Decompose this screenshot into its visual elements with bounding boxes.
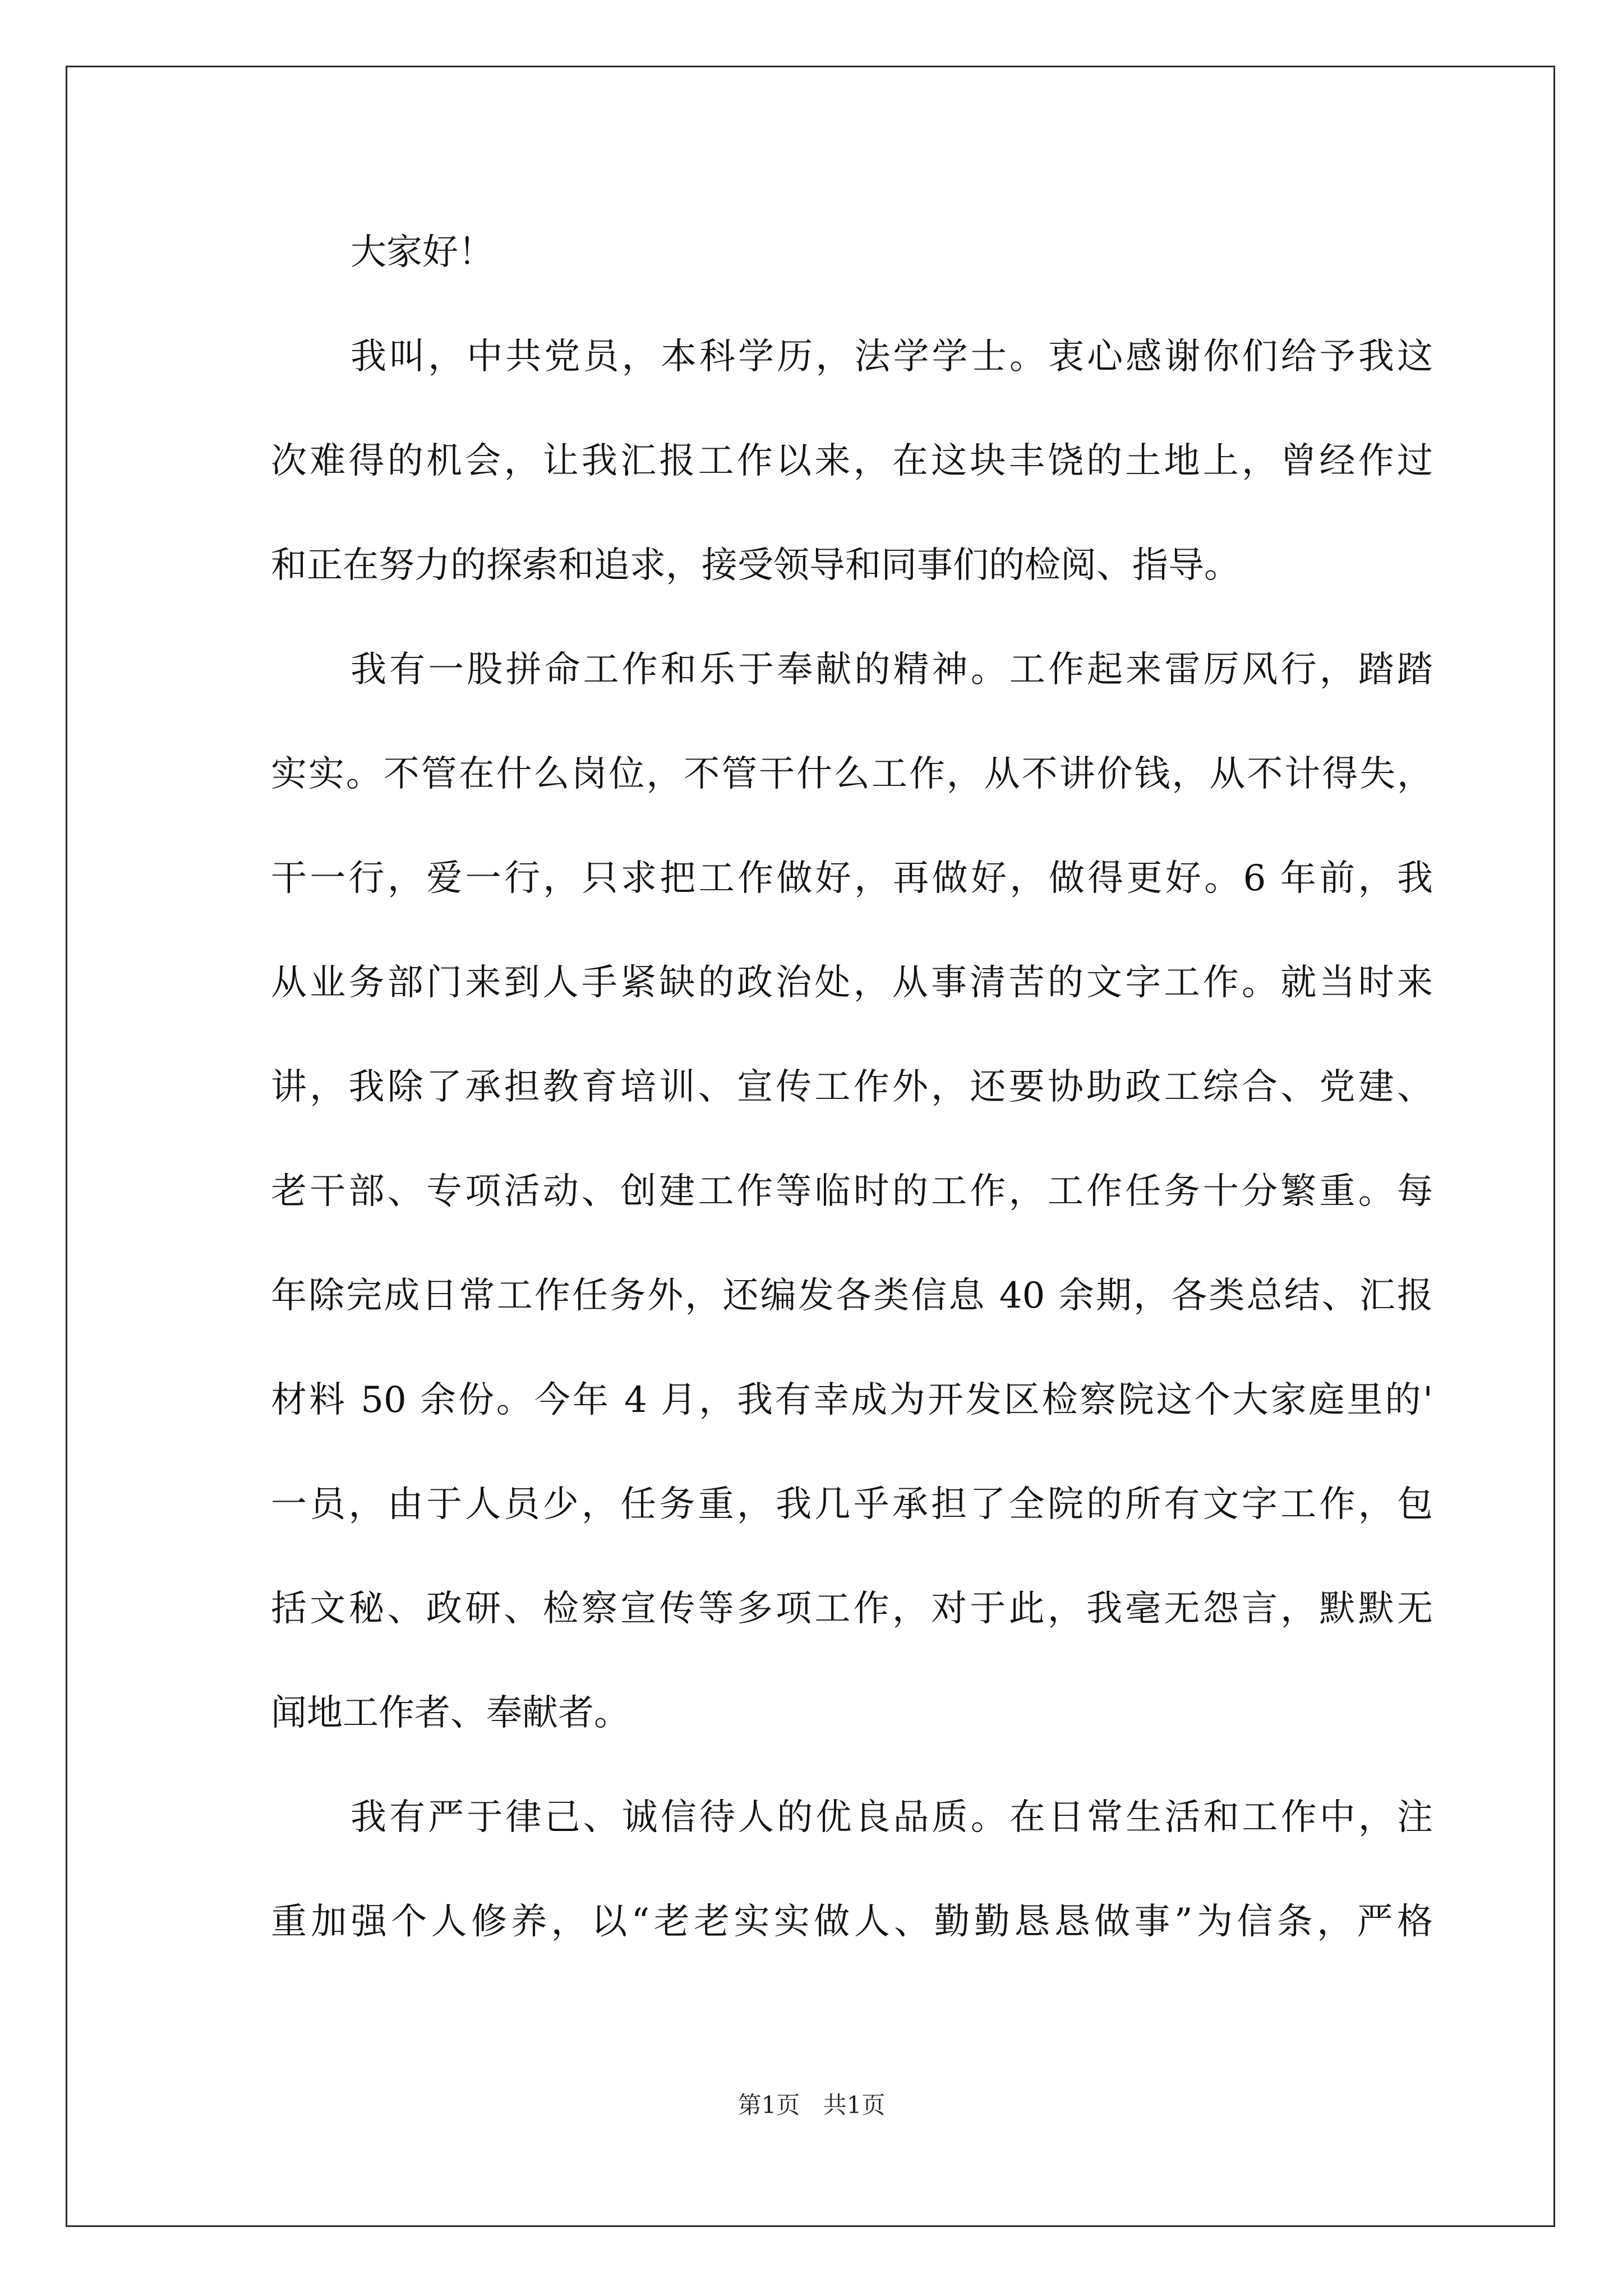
text-line: 年除完成日常工作任务外，还编发各类信息 40 余期，各类总结、汇报 <box>271 1275 1433 1317</box>
text-line: 大家好！ <box>351 232 494 273</box>
text-line: 我有严于律己、诚信待人的优良品质。在日常生活和工作中，注 <box>351 1797 1433 1838</box>
paragraph-integrity <box>199 1765 1433 1974</box>
text-line: 我叫，中共党员，本科学历，法学学士。衷心感谢你们给予我这 <box>351 336 1433 378</box>
text-line: 从业务部门来到人手紧缺的政治处，从事清苦的文字工作。就当时来 <box>271 962 1433 1004</box>
text-line: 重加强个人修养，以“老老实实做人、勤勤恳恳做事”为信条，严格 <box>271 1901 1433 1943</box>
text-line: 材料 50 余份。今年 4 月，我有幸成为开发区检察院这个大家庭里的' <box>271 1379 1433 1421</box>
paragraph-greeting <box>199 200 1433 305</box>
document-body <box>199 200 1433 1974</box>
paragraph-dedication <box>199 618 1433 1765</box>
text-line: 我有一股拼命工作和乐于奉献的精神。工作起来雷厉风行，踏踏 <box>351 649 1433 691</box>
page-number-total: 共1页 <box>823 2091 886 2119</box>
page-footer <box>0 2087 1623 2120</box>
paragraph-introduction <box>199 305 1433 618</box>
text-line: 括文秘、政研、检察宣传等多项工作，对于此，我毫无怨言，默默无 <box>271 1588 1433 1630</box>
text-line: 实实。不管在什么岗位，不管干什么工作，从不讲价钱，从不计得失， <box>271 753 1433 795</box>
text-line: 一员，由于人员少，任务重，我几乎承担了全院的所有文字工作，包 <box>271 1484 1433 1525</box>
text-line: 老干部、专项活动、创建工作等临时的工作，工作任务十分繁重。每 <box>271 1171 1433 1212</box>
text-line: 讲，我除了承担教育培训、宣传工作外，还要协助政工综合、党建、 <box>271 1066 1433 1108</box>
text-line: 次难得的机会，让我汇报工作以来，在这块丰饶的土地上，曾经作过 <box>271 440 1433 482</box>
text-line: 闻地工作者、奉献者。 <box>271 1692 630 1734</box>
text-line: 干一行，爱一行，只求把工作做好，再做好，做得更好。6 年前，我 <box>271 858 1433 899</box>
text-line: 和正在努力的探索和追求，接受领导和同事们的检阅、指导。 <box>271 545 1240 586</box>
page-number-current: 第1页 <box>737 2091 800 2119</box>
